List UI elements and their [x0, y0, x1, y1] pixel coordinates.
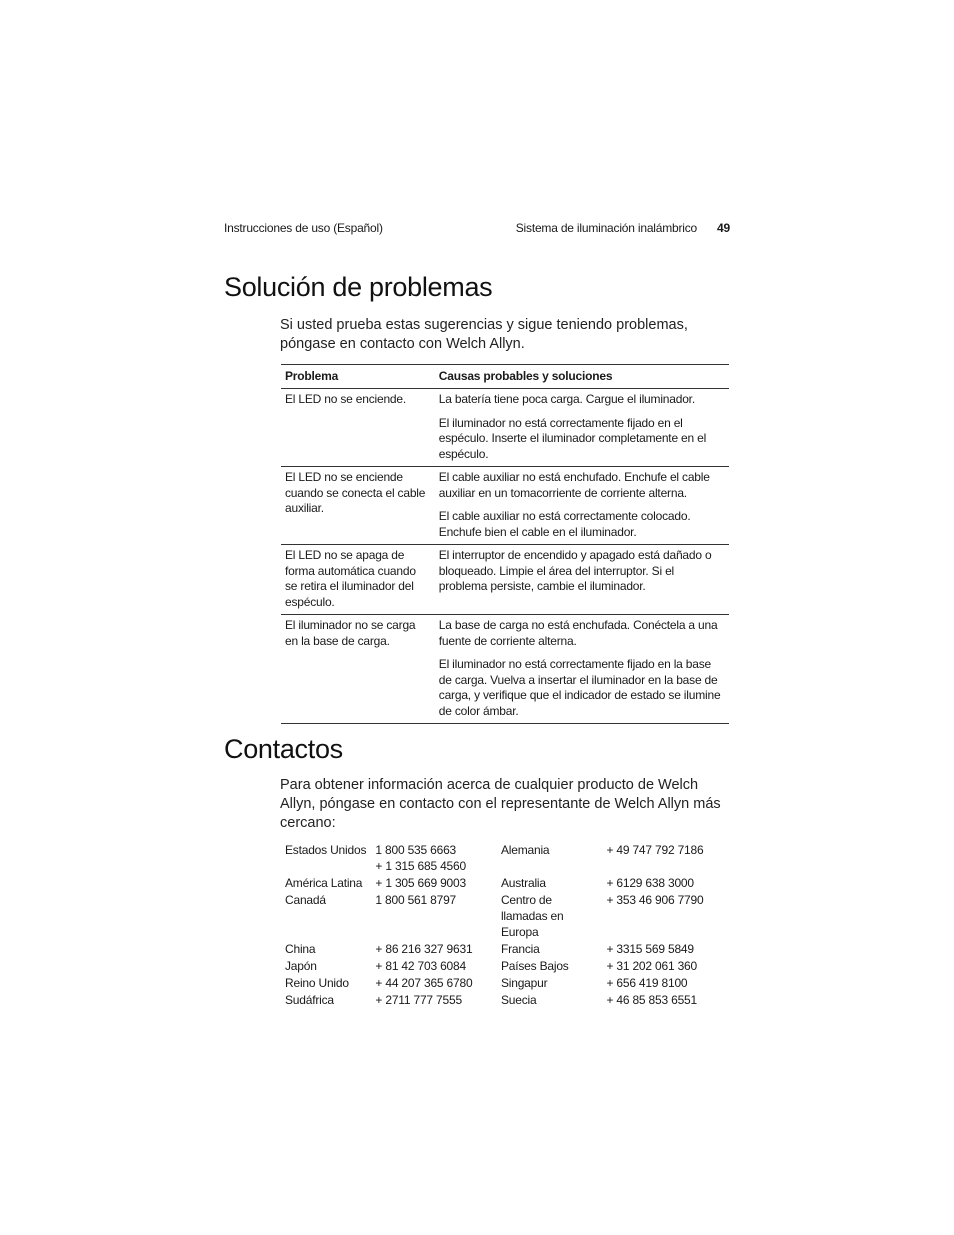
table-row	[281, 467, 729, 545]
phone-number: + 86 216 327 9631	[375, 942, 473, 956]
contact-row	[281, 975, 721, 992]
phone-number: + 81 42 703 6084	[375, 959, 466, 973]
causes-cell	[435, 615, 729, 724]
table-row	[281, 545, 729, 615]
phone-number: + 49 747 792 7186	[606, 843, 704, 857]
country-name: Suecia	[500, 993, 537, 1007]
phone-number: + 353 46 906 7790	[606, 893, 704, 907]
column-header-problem: Problema	[281, 365, 435, 389]
cause-text: El cable auxiliar no está correctamente colocado. Enchufe bien el cable en el iluminador.	[438, 509, 691, 539]
table-row	[281, 615, 729, 724]
contact-row	[281, 842, 721, 875]
causes-cell	[435, 545, 729, 615]
page-number: 49	[717, 221, 730, 235]
troubleshooting-heading: Solución de problemas	[224, 272, 493, 302]
table-header-row	[281, 365, 729, 389]
cause-text: El iluminador no está correctamente fijado en el espéculo. Inserte el iluminador completamente en el espéculo.	[438, 415, 707, 461]
cause-text: La base de carga no está enchufada. Conéctela a una fuente de corriente alterna.	[438, 618, 718, 648]
causes-cell	[435, 467, 729, 545]
country-name: Reino Unido	[285, 976, 349, 990]
contact-row	[281, 958, 721, 975]
country-name: Países Bajos	[500, 959, 569, 973]
country-name: China	[285, 942, 316, 956]
contacts-heading: Contactos	[224, 734, 343, 764]
header-document-title: Instrucciones de uso (Español)	[224, 221, 383, 235]
phone-number: + 3315 569 5849	[606, 942, 694, 956]
country-name: Estados Unidos	[285, 843, 367, 857]
header-right	[516, 221, 730, 235]
phone-number: + 1 305 669 9003	[375, 876, 466, 890]
phone-number: + 31 202 061 360	[606, 959, 697, 973]
cause-text: La batería tiene poca carga. Cargue el iluminador.	[438, 392, 695, 406]
country-name: Francia	[500, 942, 540, 956]
page-header	[224, 221, 730, 239]
causes-cell	[435, 389, 729, 467]
country-name: Canadá	[285, 893, 326, 907]
country-name: Japón	[285, 959, 317, 973]
phone-numbers	[371, 842, 497, 875]
country-name: Centro de llamadas en Europa	[500, 893, 564, 939]
cause-text: El interruptor de encendido y apagado está dañado o bloqueado. Limpie el área del interruptor. Si el problema persiste, cambie el iluminador.	[438, 548, 712, 593]
problem-cell: El iluminador no se carga en la base de carga.	[281, 615, 435, 724]
phone-number: + 656 419 8100	[606, 976, 688, 990]
phone-number: + 44 207 365 6780	[375, 976, 473, 990]
phone-number: + 2711 777 7555	[375, 993, 462, 1007]
contact-row	[281, 875, 721, 892]
header-product-name: Sistema de iluminación inalámbrico	[515, 221, 698, 235]
country-name: Alemania	[500, 843, 550, 857]
contacts-intro: Para obtener información acerca de cualquier producto de Welch Allyn, póngase en contacto con el representante de Welch Allyn más cercano:	[280, 777, 721, 831]
cause-text: El cable auxiliar no está enchufado. Enchufe el cable auxiliar en un tomacorriente de corriente alterna.	[438, 470, 710, 500]
troubleshooting-intro: Si usted prueba estas sugerencias y sigue teniendo problemas, póngase en contacto con Welch Allyn.	[280, 317, 688, 352]
column-header-causes: Causas probables y soluciones	[435, 365, 729, 389]
problem-cell: El LED no se apaga de forma automática cuando se retira el iluminador del espéculo.	[281, 545, 435, 615]
table-row	[281, 389, 729, 467]
country-name: Sudáfrica	[285, 993, 334, 1007]
cause-text: El iluminador no está correctamente fijado en la base de carga. Vuelva a insertar el iluminador en la base de carga, y verifique que el indicador de estado se ilumine de color ámbar.	[438, 657, 721, 718]
problem-cell: El LED no se enciende.	[281, 389, 435, 467]
phone-number: 1 800 561 8797	[375, 893, 457, 907]
contact-row	[281, 992, 721, 1009]
problem-cell: El LED no se enciende cuando se conecta el cable auxiliar.	[281, 467, 435, 545]
phone-number: + 6129 638 3000	[606, 876, 694, 890]
country-name: Australia	[500, 876, 546, 890]
troubleshooting-table	[281, 364, 729, 724]
country-name: América Latina	[285, 876, 363, 890]
contact-row	[281, 892, 721, 941]
phone-number: 1 800 535 6663	[375, 843, 457, 857]
contact-row	[281, 941, 721, 958]
country-name: Singapur	[500, 976, 548, 990]
contacts-table	[281, 842, 721, 1009]
phone-number: + 1 315 685 4560	[375, 859, 466, 873]
phone-number: + 46 85 853 6551	[606, 993, 697, 1007]
